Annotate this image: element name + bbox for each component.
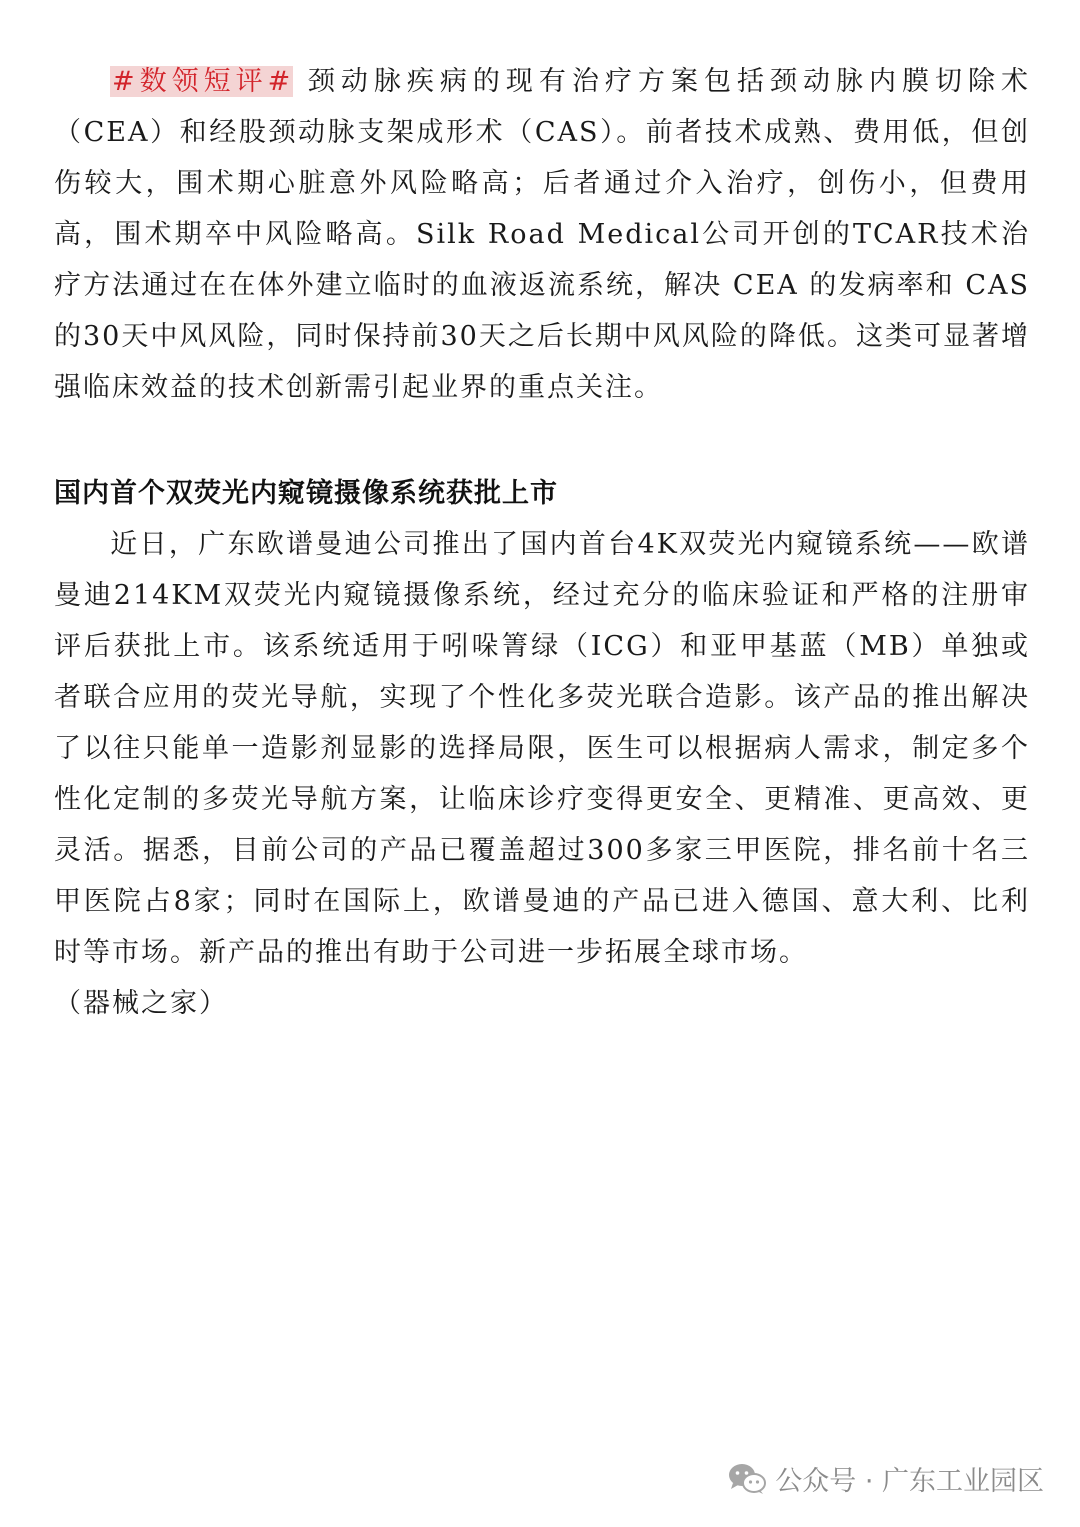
commentary-paragraph (54, 56, 1030, 413)
hashtag-label[interactable]: #数领短评# (112, 66, 292, 97)
watermark-text: 公众号 · 广东工业园区 (775, 1466, 1044, 1497)
commentary-text: 颈动脉疾病的现有治疗方案包括颈动脉内膜切除术（CEA）和经股颈动脉支架成形术（CAS）。前者技术成熟、费用低，但创伤较大，围术期心脏意外风险略高；后者通过介入治疗，创伤小，但费用高，围术期卒中风险略高。Silk Road Medical公司开创的TCAR技术治疗方法通过在在体外建立临时的血液返流系统，解决 CEA 的发病率和 CAS 的30天中风风险，同时保持前30天之后长期中风风险的降低。这类可显著增强临床效益的技术创新需引起业界的重点关注。 (54, 66, 1030, 403)
news-paragraph (54, 519, 1030, 978)
news-source: （器械之家） (54, 988, 228, 1019)
news-body-text: 近日，广东欧谱曼迪公司推出了国内首台4K双荧光内窥镜系统——欧谱曼迪214KM双荧光内窥镜摄像系统，经过充分的临床验证和严格的注册审评后获批上市。该系统适用于吲哚箐绿（ICG）和亚甲基蓝（MB）单独或者联合应用的荧光导航，实现了个性化多荧光联合造影。该产品的推出解决了以往只能单一造影剂显影的选择局限，医生可以根据病人需求，制定多个性化定制的多荧光导航方案，让临床诊疗变得更安全、更精准、更高效、更灵活。据悉，目前公司的产品已覆盖超过300多家三甲医院，排名前十名三甲医院占8家；同时在国际上，欧谱曼迪的产品已进入德国、意大利、比利时等市场。新产品的推出有助于公司进一步拓展全球市场。 (54, 529, 1030, 968)
news-title: 国内首个双荧光内窥镜摄像系统获批上市 (54, 478, 558, 509)
account-watermark (727, 1459, 1044, 1498)
wechat-icon (727, 1462, 767, 1496)
